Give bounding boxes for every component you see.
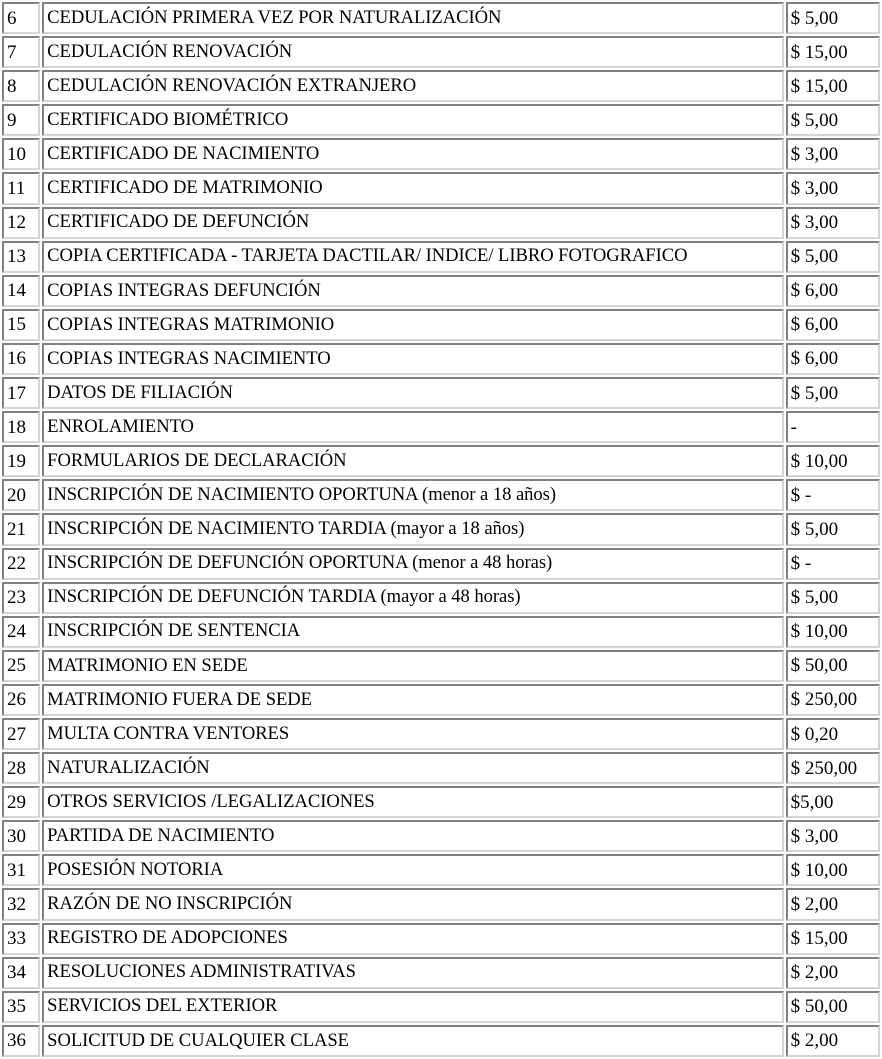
table-row [2, 888, 880, 920]
row-number: 27 [2, 718, 40, 750]
row-number: 22 [2, 548, 40, 580]
table-row [2, 104, 880, 136]
row-number: 24 [2, 616, 40, 648]
row-description: COPIAS INTEGRAS MATRIMONIO [42, 309, 783, 341]
row-price: $ 6,00 [786, 343, 880, 375]
row-description: INSCRIPCIÓN DE DEFUNCIÓN TARDIA (mayor a 48 horas) [42, 582, 783, 614]
row-price: $ 6,00 [786, 275, 880, 307]
table-row [2, 309, 880, 341]
row-price: $ 3,00 [786, 138, 880, 170]
row-description: INSCRIPCIÓN DE NACIMIENTO TARDIA (mayor a 18 años) [42, 513, 783, 545]
row-description: RESOLUCIONES ADMINISTRATIVAS [42, 957, 783, 989]
table-row [2, 854, 880, 886]
row-price: $ 50,00 [786, 650, 880, 682]
table-row [2, 445, 880, 477]
row-number: 7 [2, 36, 40, 68]
row-number: 17 [2, 377, 40, 409]
table-row [2, 991, 880, 1023]
row-description: CEDULACIÓN RENOVACIÓN [42, 36, 783, 68]
row-number: 26 [2, 684, 40, 716]
row-number: 23 [2, 582, 40, 614]
row-price: $ - [786, 548, 880, 580]
row-number: 12 [2, 207, 40, 239]
row-description: RAZÓN DE NO INSCRIPCIÓN [42, 888, 783, 920]
row-price: $ 15,00 [786, 36, 880, 68]
row-description: COPIAS INTEGRAS NACIMIENTO [42, 343, 783, 375]
table-row [2, 411, 880, 443]
row-number: 32 [2, 888, 40, 920]
row-price: $ 5,00 [786, 2, 880, 34]
table-row [2, 718, 880, 750]
table-row [2, 479, 880, 511]
row-price: $ 3,00 [786, 172, 880, 204]
table-row [2, 241, 880, 273]
row-description: INSCRIPCIÓN DE NACIMIENTO OPORTUNA (menor a 18 años) [42, 479, 783, 511]
row-price: $ 10,00 [786, 854, 880, 886]
row-number: 9 [2, 104, 40, 136]
row-price: $ 5,00 [786, 377, 880, 409]
row-number: 36 [2, 1025, 40, 1057]
table-row [2, 616, 880, 648]
row-number: 21 [2, 513, 40, 545]
row-number: 20 [2, 479, 40, 511]
table-row [2, 207, 880, 239]
row-description: MATRIMONIO EN SEDE [42, 650, 783, 682]
row-price: $ - [786, 479, 880, 511]
table-row [2, 820, 880, 852]
row-price: $ 0,20 [786, 718, 880, 750]
row-price: $ 15,00 [786, 70, 880, 102]
row-description: PARTIDA DE NACIMIENTO [42, 820, 783, 852]
row-price: $ 2,00 [786, 888, 880, 920]
row-price: $ 250,00 [786, 752, 880, 784]
table-row [2, 377, 880, 409]
row-number: 14 [2, 275, 40, 307]
table-row [2, 138, 880, 170]
row-description: FORMULARIOS DE DECLARACIÓN [42, 445, 783, 477]
row-price: $ 3,00 [786, 207, 880, 239]
row-price: $ 3,00 [786, 820, 880, 852]
table-row [2, 786, 880, 818]
row-description: SERVICIOS DEL EXTERIOR [42, 991, 783, 1023]
row-price: $ 50,00 [786, 991, 880, 1023]
row-number: 10 [2, 138, 40, 170]
row-number: 18 [2, 411, 40, 443]
row-description: REGISTRO DE ADOPCIONES [42, 923, 783, 955]
row-description: CERTIFICADO DE MATRIMONIO [42, 172, 783, 204]
row-description: OTROS SERVICIOS /LEGALIZACIONES [42, 786, 783, 818]
row-price: $ 250,00 [786, 684, 880, 716]
row-description: CERTIFICADO DE NACIMIENTO [42, 138, 783, 170]
table-row [2, 684, 880, 716]
table-row [2, 923, 880, 955]
table-row [2, 275, 880, 307]
row-description: INSCRIPCIÓN DE SENTENCIA [42, 616, 783, 648]
table-row [2, 650, 880, 682]
row-number: 15 [2, 309, 40, 341]
row-number: 31 [2, 854, 40, 886]
row-number: 8 [2, 70, 40, 102]
table-row [2, 36, 880, 68]
row-number: 33 [2, 923, 40, 955]
table-row [2, 172, 880, 204]
table-row [2, 957, 880, 989]
row-description: NATURALIZACIÓN [42, 752, 783, 784]
row-number: 30 [2, 820, 40, 852]
row-price: $ 15,00 [786, 923, 880, 955]
row-number: 25 [2, 650, 40, 682]
row-price: $ 2,00 [786, 957, 880, 989]
row-description: MULTA CONTRA VENTORES [42, 718, 783, 750]
table-row [2, 70, 880, 102]
table-row [2, 582, 880, 614]
row-description: DATOS DE FILIACIÓN [42, 377, 783, 409]
row-description: CERTIFICADO DE DEFUNCIÓN [42, 207, 783, 239]
row-price: $ 5,00 [786, 582, 880, 614]
row-description: MATRIMONIO FUERA DE SEDE [42, 684, 783, 716]
row-number: 19 [2, 445, 40, 477]
table-row [2, 343, 880, 375]
row-number: 11 [2, 172, 40, 204]
row-description: SOLICITUD DE CUALQUIER CLASE [42, 1025, 783, 1057]
row-price: - [786, 411, 880, 443]
row-price: $ 10,00 [786, 616, 880, 648]
row-number: 16 [2, 343, 40, 375]
table-row [2, 548, 880, 580]
row-price: $5,00 [786, 786, 880, 818]
row-number: 35 [2, 991, 40, 1023]
row-description: CEDULACIÓN PRIMERA VEZ POR NATURALIZACIÓN [42, 2, 783, 34]
row-description: CEDULACIÓN RENOVACIÓN EXTRANJERO [42, 70, 783, 102]
row-number: 13 [2, 241, 40, 273]
row-description: CERTIFICADO BIOMÉTRICO [42, 104, 783, 136]
row-description: COPIA CERTIFICADA - TARJETA DACTILAR/ INDICE/ LIBRO FOTOGRAFICO [42, 241, 783, 273]
row-price: $ 6,00 [786, 309, 880, 341]
row-price: $ 5,00 [786, 104, 880, 136]
table-row [2, 513, 880, 545]
row-description: ENROLAMIENTO [42, 411, 783, 443]
table-row [2, 2, 880, 34]
row-number: 6 [2, 2, 40, 34]
row-description: POSESIÓN NOTORIA [42, 854, 783, 886]
row-price: $ 10,00 [786, 445, 880, 477]
row-number: 28 [2, 752, 40, 784]
row-price: $ 5,00 [786, 513, 880, 545]
fee-table-body [2, 2, 880, 1057]
row-price: $ 2,00 [786, 1025, 880, 1057]
row-description: COPIAS INTEGRAS DEFUNCIÓN [42, 275, 783, 307]
row-description: INSCRIPCIÓN DE DEFUNCIÓN OPORTUNA (menor a 48 horas) [42, 548, 783, 580]
table-row [2, 1025, 880, 1057]
row-price: $ 5,00 [786, 241, 880, 273]
row-number: 34 [2, 957, 40, 989]
table-row [2, 752, 880, 784]
row-number: 29 [2, 786, 40, 818]
